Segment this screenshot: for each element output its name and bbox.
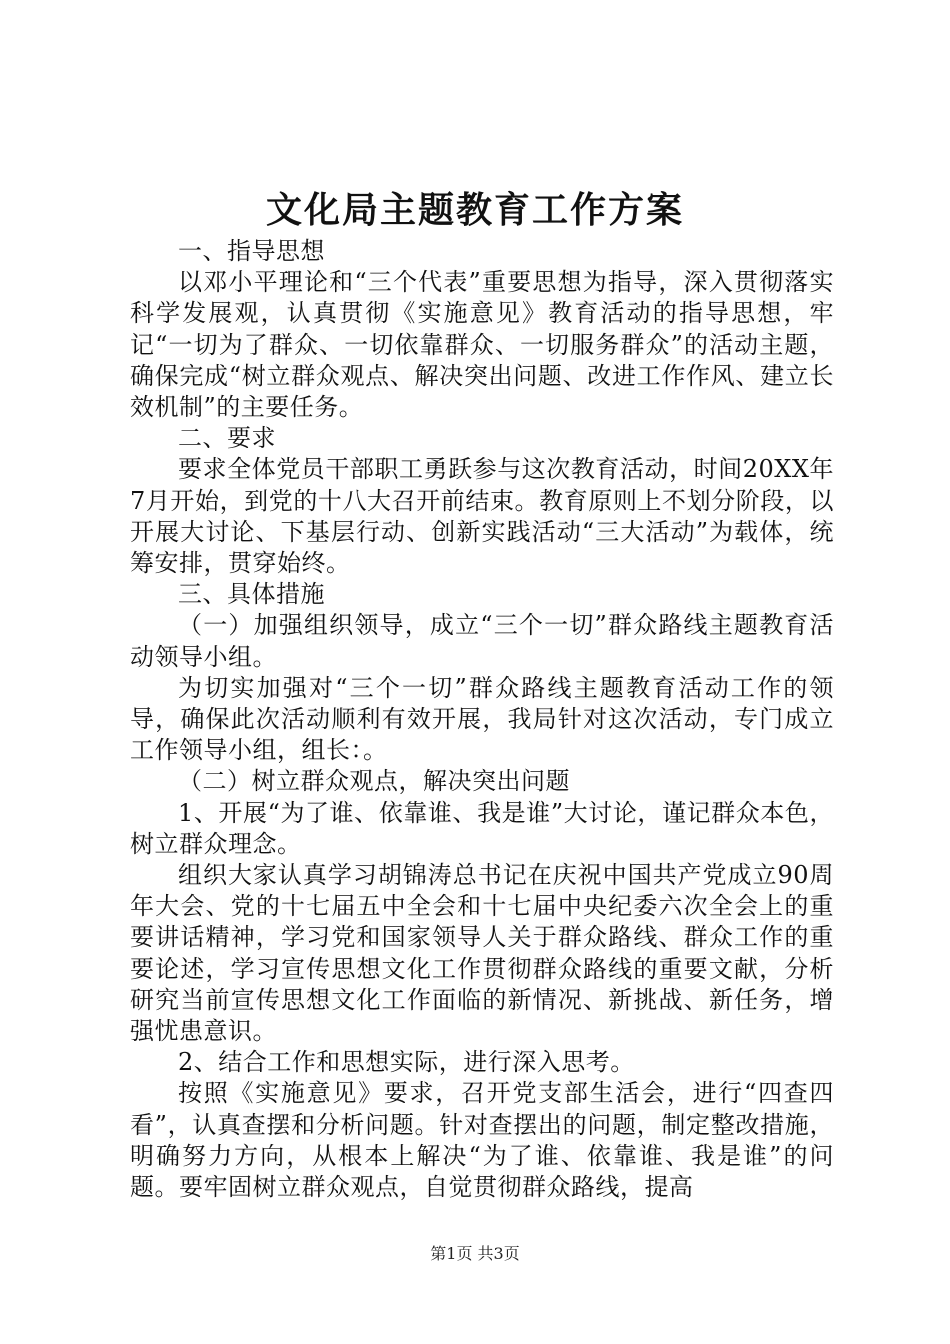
paragraph-guiding-ideology: 以邓小平理论和“三个代表”重要思想为指导，深入贯彻落实科学发展观，认真贯彻《实施意见》教育活动的指导思想，牢记“一切为了群众、一切依靠群众、一切服务群众”的活动主题，确保完成“树立群众观点、解决突出问题、改进工作作风、建立长效机制”的主要任务。 <box>130 268 834 422</box>
item-discussion: 1、开展“为了谁、依靠谁、我是谁”大讨论，谨记群众本色，树立群众理念。 <box>130 798 834 858</box>
document-body <box>130 236 834 1203</box>
paragraph-party-meeting: 按照《实施意见》要求，召开党支部生活会，进行“四查四看”，认真查摆和分析问题。针对查摆出的问题，制定整改措施，明确努力方向，从根本上解决“为了谁、依靠谁、我是谁”的问题。要牢固树立群众观点，自觉贯彻群众路线，提高 <box>130 1079 834 1202</box>
paragraph-study: 组织大家认真学习胡锦涛总书记在庆祝中国共产党成立90周年大会、党的十七届五中全会和十七届中央纪委六次全会上的重要讲话精神，学习党和国家领导人关于群众路线、群众工作的重要论述，学习宣传思想文化工作贯彻群众路线的重要文献，分析研究当前宣传思想文化工作面临的新情况、新挑战、新任务，增强忧患意识。 <box>130 861 834 1046</box>
item-reflection: 2、结合工作和思想实际，进行深入思考。 <box>178 1048 635 1077</box>
paragraph-leadership: 为切实加强对“三个一切”群众路线主题教育活动工作的领导，确保此次活动顺利有效开展，我局针对这次活动，专门成立工作领导小组，组长：。 <box>130 673 834 765</box>
paragraph-requirements: 要求全体党员干部职工勇跃参与这次教育活动，时间20XX年7月开始，到党的十八大召开前结束。教育原则上不划分阶段，以开展大讨论、下基层行动、创新实践活动“三大活动”为载体，统筹安排，贯穿始终。 <box>130 455 834 578</box>
page-number-footer: 第1页 共3页 <box>430 1244 520 1263</box>
section-heading-measures: 三、具体措施 <box>178 580 325 609</box>
section-heading-requirements: 二、要求 <box>178 424 276 453</box>
section-heading-guiding-ideology: 一、指导思想 <box>178 237 325 265</box>
subheading-mass-viewpoint: （二）树立群众观点，解决突出问题 <box>178 767 570 796</box>
subheading-leadership: （一）加强组织领导，成立“三个一切”群众路线主题教育活动领导小组。 <box>130 611 834 671</box>
document-title: 文化局主题教育工作方案 <box>265 189 684 231</box>
